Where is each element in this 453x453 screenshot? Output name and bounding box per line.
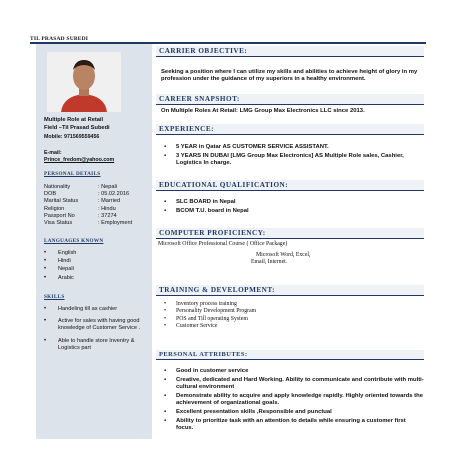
experience-list	[156, 144, 424, 167]
skill-item: • Handeling till as cashier	[44, 306, 148, 313]
mobile-number: Mobile: 971569559456	[44, 133, 100, 140]
languages-title: LANGUAGES KNOWN	[44, 238, 104, 244]
personal-key: Nationality	[44, 184, 71, 190]
training-item: • Customer Service	[164, 323, 424, 330]
languages-list	[44, 250, 148, 283]
training-title: TRAINING & DEVELOPMENT:	[156, 285, 424, 296]
attribute-item: ▪ Creative, dedicated and Hard Working. Ability to communicate and contribute with multi-cultural environment	[164, 377, 424, 392]
attribute-item: ▪ Demonstrate ability to acquire and apply knowledge rapidly. Highly oriented towards the achievement of organizational goals.	[164, 393, 424, 408]
personal-key: DOB	[44, 191, 57, 198]
attributes-list	[156, 368, 424, 432]
computer-title: COMPUTER PROFICIENCY:	[156, 228, 424, 239]
personal-value: : Nepali	[98, 184, 117, 190]
training-item: • Personality Development Program	[164, 308, 424, 315]
training-item: • POS and Till operating System	[164, 316, 424, 323]
personal-row	[44, 191, 148, 198]
education-section	[156, 180, 424, 217]
language-item: • Nepali	[44, 266, 148, 273]
personal-row	[44, 184, 148, 191]
email-label: E-mail:	[44, 150, 62, 156]
education-title: EDUCATIONAL QUALIFICATION:	[156, 180, 424, 191]
email-line	[44, 157, 148, 164]
personal-details-list	[44, 184, 148, 227]
attribute-item: ▪ Good in customer service	[164, 368, 424, 375]
personal-row	[44, 206, 148, 213]
personal-key: Passport No	[44, 212, 75, 219]
headline-line-2: Field –Til Prasad Subedi	[44, 125, 110, 132]
snapshot-text: On Multiple Roles At Retail: LMG Group Max Electronics LLC since 2013.	[161, 108, 365, 114]
attribute-item: ▪ Excellent presentation skills ,Responsible and punctual	[164, 409, 424, 416]
headline-line-1: Multiple Role at Retail	[44, 117, 104, 123]
personal-row	[44, 220, 148, 227]
snapshot-section	[156, 94, 424, 115]
personal-value: : Hindu	[98, 205, 116, 212]
education-list	[156, 199, 424, 215]
education-item: ▪ BCOM T.U. board in Nepal	[164, 208, 424, 215]
attribute-item: ▪ Ability to prioritize task with an attention to details while ensuring a customer first focus.	[164, 418, 424, 433]
objective-title: CARRIER OBJECTIVE:	[156, 46, 424, 57]
personal-value: : Employment	[98, 220, 133, 227]
personal-row	[44, 213, 148, 220]
experience-section	[156, 124, 424, 169]
personal-key: Marital Status	[44, 198, 79, 205]
personal-key: Religion	[44, 205, 65, 212]
skill-item: • Active for sales with having good knowledge of Customer Service .	[44, 318, 148, 332]
personal-details-title: PERSONAL DETAILS	[44, 171, 101, 177]
snapshot-title: CAREER SNAPSHOT:	[156, 94, 424, 105]
experience-title: EXPERIENCE:	[156, 124, 424, 135]
language-item: • Arabic	[44, 275, 148, 282]
computer-line-3: Email, Internet.	[251, 259, 288, 266]
experience-item: ▪ 5 YEAR in Qatar AS CUSTOMER SERVICE ASSISTANT.	[164, 144, 424, 151]
training-section	[156, 285, 424, 330]
training-list	[156, 301, 424, 330]
attributes-title: PERSONAL ATTRIBUTES:	[156, 350, 424, 360]
computer-line-2: Microsoft Word, Excel,	[256, 252, 311, 259]
personal-row	[44, 198, 148, 205]
skill-item: • Able to handle store Inventry & Logistics part	[44, 338, 148, 352]
language-item: • Hindi	[44, 258, 148, 265]
personal-value: : Married	[98, 198, 121, 205]
language-item: • English	[44, 250, 148, 257]
top-name: TIL PRASAD SUBEDI	[30, 36, 89, 42]
personal-value: : 37274	[98, 212, 117, 219]
skills-title: SKILLS	[44, 294, 65, 300]
computer-section	[156, 228, 424, 267]
training-item: • Inventory process training	[164, 301, 424, 308]
personal-key: Visa Status	[44, 220, 73, 227]
objective-section	[156, 46, 424, 84]
education-item: ▪ SLC BOARD in Nepal	[164, 199, 424, 206]
attributes-section	[156, 350, 424, 434]
email-value[interactable]: Prince_fredom@yahoo.com	[44, 157, 115, 163]
personal-value: : 05.02.2016	[98, 191, 130, 198]
objective-text: Seeking a position where I can utilize my skills and abilities to achieve height of glory in my profession under the guidance of my superiors in a healthy environment.	[161, 69, 418, 83]
skills-list	[44, 306, 148, 353]
profile-photo	[47, 52, 121, 112]
experience-item: ▪ 3 YEARS IN DUBAI [LMG Group Max Electronics] AS Multiple Role sales, Cashier, Logistics In charge.	[164, 153, 424, 168]
computer-line-1: Microsoft Office Professional Course ( Office Package)	[158, 241, 288, 247]
